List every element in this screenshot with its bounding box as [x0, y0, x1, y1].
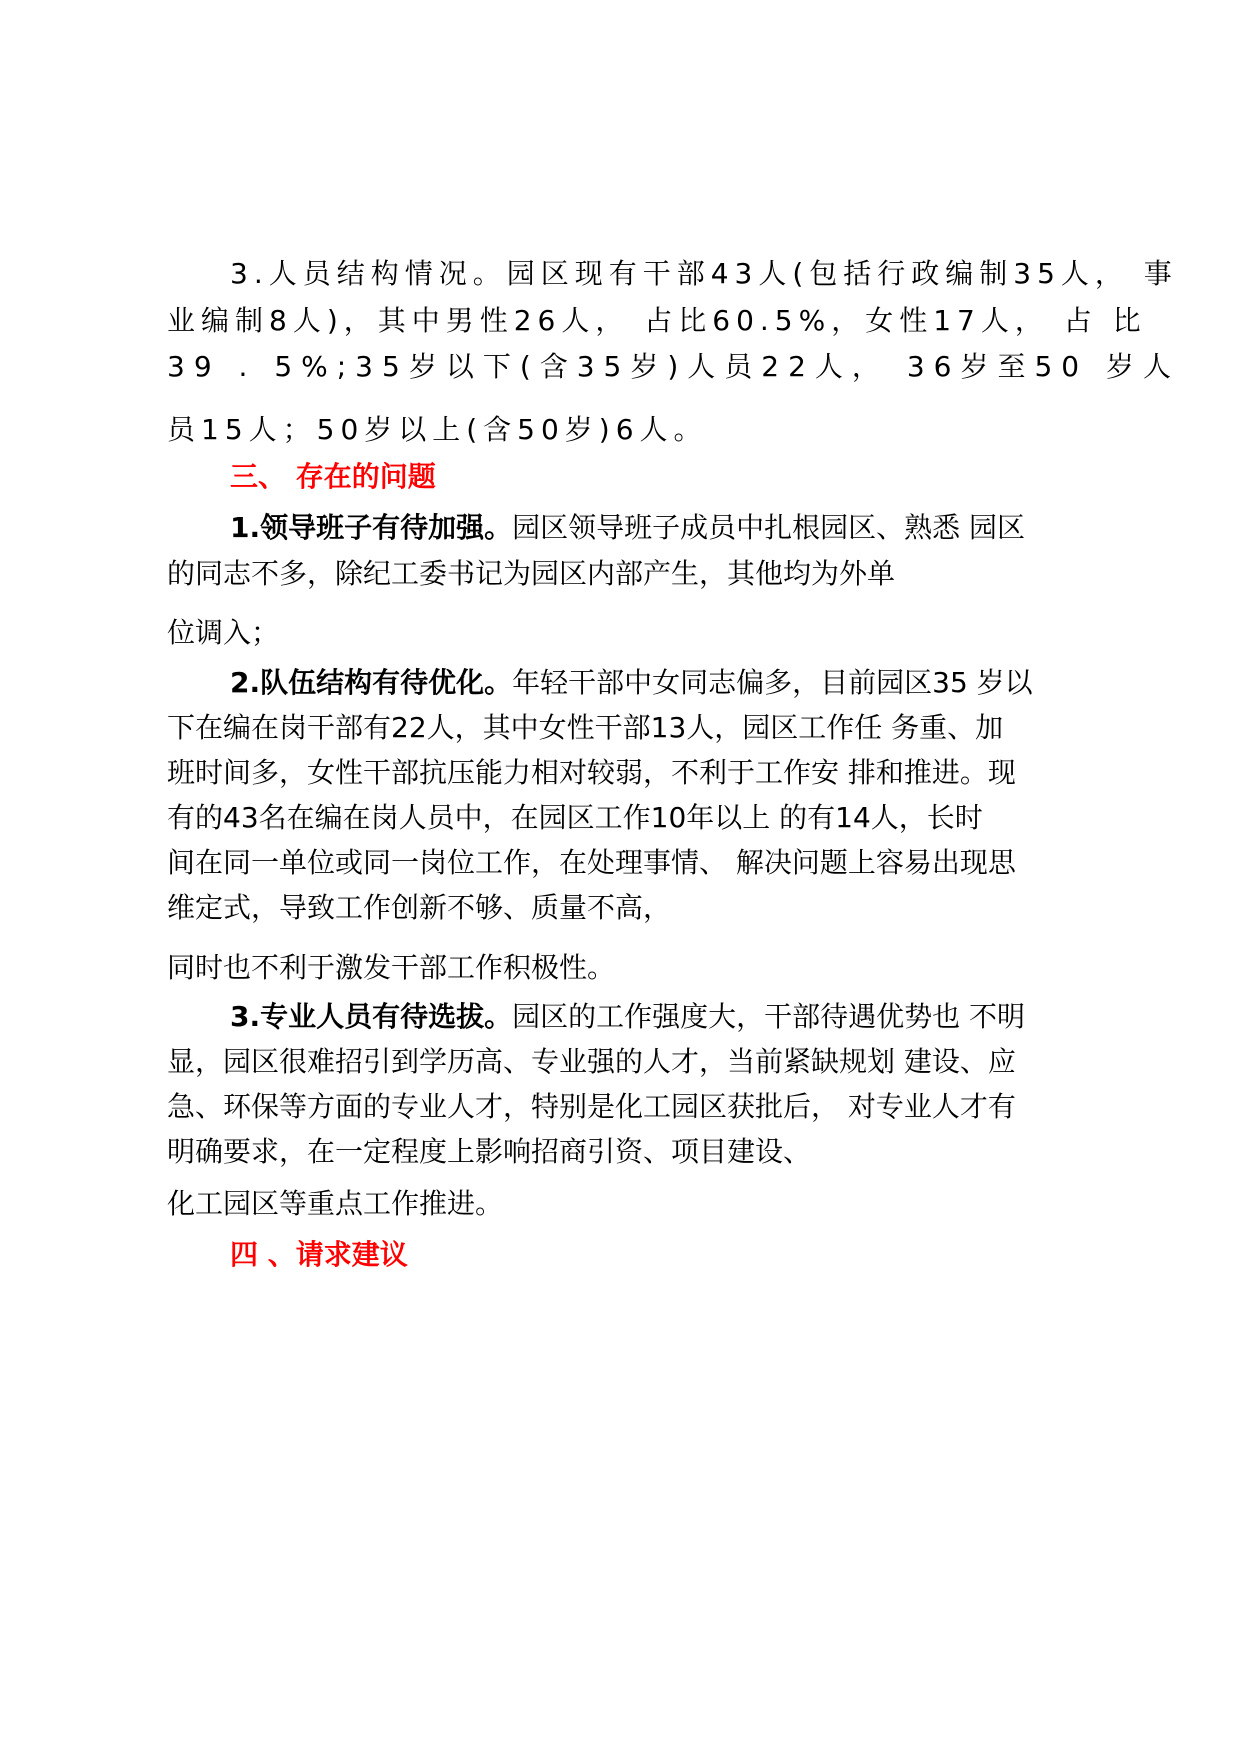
leadership-line-3: 位调入； [167, 616, 280, 649]
section-heading-problems: 三、 存在的问题 [230, 460, 436, 493]
leadership-line-2: 的同志不多，除纪工委书记为园区内部产生，其他均为外单 [167, 557, 896, 590]
team-structure-title: 2.队伍结构有待优化。 [230, 666, 513, 699]
team-structure-line-4: 有的43名在编在岗人员中，在园区工作10年以上 的有14人，长时 [167, 801, 983, 834]
personnel-structure-line-3: 39 . 5%;35岁以下(含35岁)人员22人， 36岁至50 岁人 [167, 350, 1180, 383]
team-structure-line-5: 间在同一单位或同一岗位工作，在处理事情、 解决问题上容易出现思 [167, 846, 1016, 879]
leadership-title: 1.领导班子有待加强。 [230, 511, 513, 544]
professional-staff-line-2: 显，园区很难招引到学历高、专业强的人才，当前紧缺规划 建设、应 [167, 1045, 1016, 1078]
personnel-structure-line-1: 3.人员结构情况。园区现有干部43人(包括行政编制35人， 事 [230, 257, 1178, 290]
team-structure-line-1 [230, 663, 1033, 703]
section-heading-requests: 四 、请求建议 [230, 1238, 408, 1271]
leadership-line-1-text: 园区领导班子成员中扎根园区、熟悉 园区 [512, 511, 1026, 544]
team-structure-line-6: 维定式，导致工作创新不够、质量不高， [167, 891, 672, 924]
leadership-line-1 [230, 508, 1025, 548]
personnel-structure-line-4: 员15人；50岁以上(含50岁)6人。 [167, 413, 708, 446]
professional-staff-line-4: 明确要求，在一定程度上影响招商引资、项目建设、 [167, 1135, 812, 1168]
team-structure-line-7: 同时也不利于激发干部工作积极性。 [167, 951, 616, 984]
team-structure-line-3: 班时间多，女性干部抗压能力相对较弱，不利于工作安 排和推进。现 [167, 756, 1016, 789]
professional-staff-line-5: 化工园区等重点工作推进。 [167, 1187, 504, 1220]
team-structure-line-1-text: 年轻干部中女同志偏多，目前园区35 岁以 [512, 666, 1033, 699]
professional-staff-line-3: 急、环保等方面的专业人才，特别是化工园区获批后， 对专业人才有 [167, 1090, 1016, 1123]
team-structure-line-2: 下在编在岗干部有22人，其中女性干部13人，园区工作任 务重、加 [167, 711, 1004, 744]
professional-staff-line-1-text: 园区的工作强度大，干部待遇优势也 不明 [512, 1000, 1026, 1033]
personnel-structure-line-2: 业编制8人)，其中男性26人， 占比60.5%，女性17人， 占 比 [167, 304, 1147, 337]
professional-staff-line-1 [230, 997, 1025, 1037]
professional-staff-title: 3.专业人员有待选拔。 [230, 1000, 513, 1033]
